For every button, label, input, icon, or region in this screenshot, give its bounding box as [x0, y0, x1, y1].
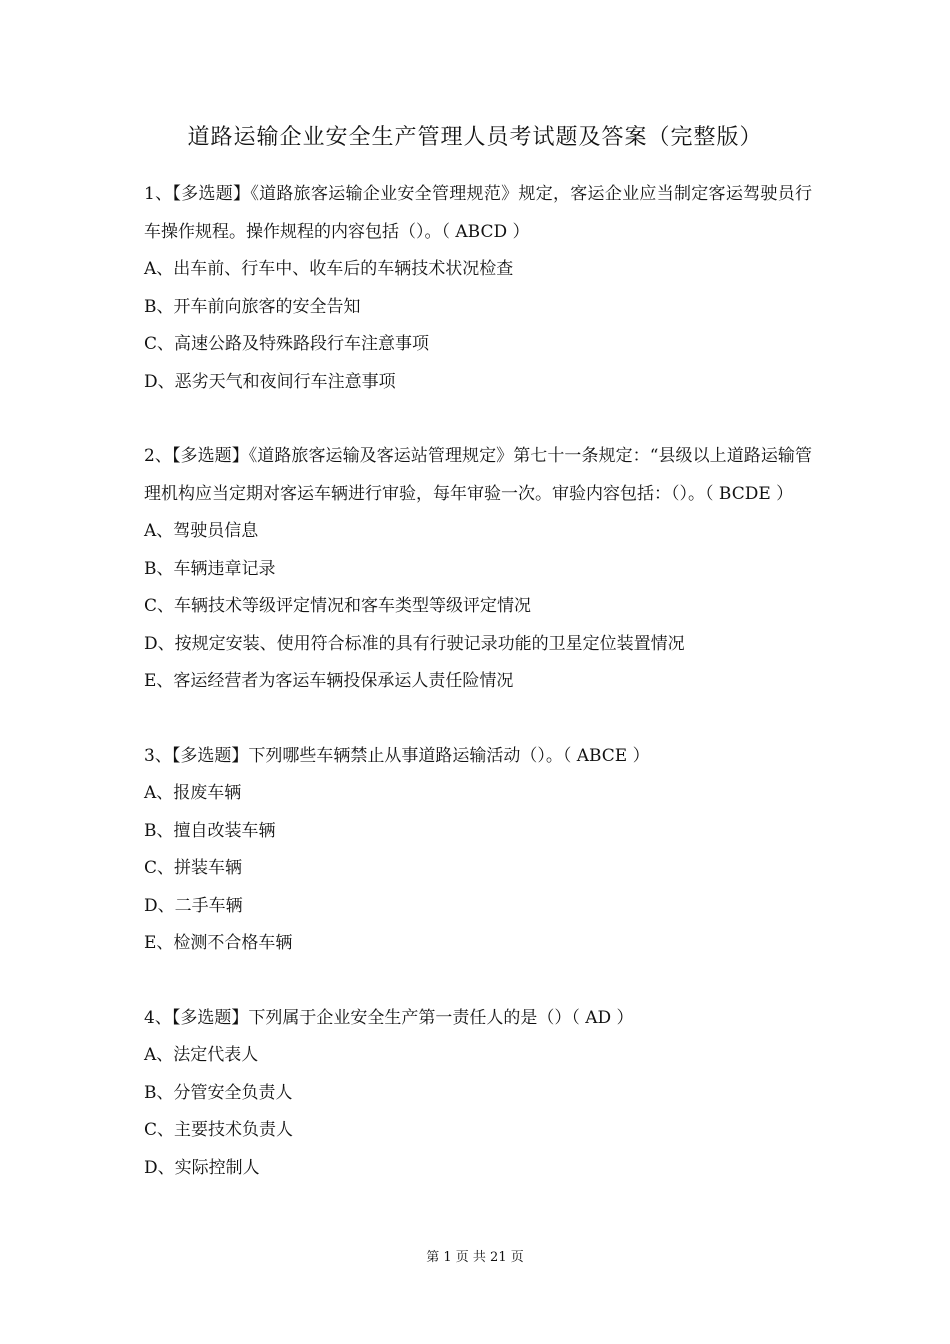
question-stem: 3、【多选题】下列哪些车辆禁止从事道路运输活动（）。（ ABCE ）: [144, 745, 650, 766]
option-a: A、法定代表人: [144, 1045, 259, 1065]
option-a: A、出车前、行车中、收车后的车辆技术状况检查: [144, 259, 514, 279]
option-b: B、分管安全负责人: [144, 1082, 293, 1103]
option-b: B、开车前向旅客的安全告知: [144, 296, 361, 317]
question-2: [144, 438, 812, 701]
option-b: B、擅自改装车辆: [144, 820, 276, 841]
option-d: D、实际控制人: [144, 1157, 260, 1178]
question-4: [144, 1000, 812, 1188]
question-1: [144, 176, 812, 401]
question-stem: 1、【多选题】《道路旅客运输企业安全管理规范》规定，客运企业应当制定客运驾驶员行车操作规程。操作规程的内容包括（）。（ ABCD ）: [144, 184, 812, 242]
option-a: A、报废车辆: [144, 783, 242, 803]
option-c: C、拼装车辆: [144, 858, 243, 878]
option-d: D、二手车辆: [144, 895, 243, 916]
option-b: B、车辆违章记录: [144, 558, 276, 579]
page-footer: 第 1 页 共 21 页: [426, 1250, 524, 1265]
option-c: C、主要技术负责人: [144, 1120, 294, 1140]
question-3: [144, 738, 812, 963]
question-stem: 4、【多选题】下列属于企业安全生产第一责任人的是（）（ AD ）: [144, 1007, 634, 1028]
option-d: D、按规定安装、使用符合标准的具有行驶记录功能的卫星定位装置情况: [144, 633, 685, 654]
document-title: 道路运输企业安全生产管理人员考试题及答案（完整版）: [187, 125, 763, 150]
option-e: E、客运经营者为客运车辆投保承运人责任险情况: [144, 671, 514, 691]
question-stem: 2、【多选题】《道路旅客运输及客运站管理规定》第七十一条规定：“县级以上道路运输管理机构应当定期对客运车辆进行审验，每年审验一次。审验内容包括：（）。（ BCDE ）: [144, 446, 812, 504]
option-c: C、高速公路及特殊路段行车注意事项: [144, 334, 430, 354]
option-e: E、检测不合格车辆: [144, 933, 293, 953]
option-a: A、驾驶员信息: [144, 521, 259, 541]
option-c: C、车辆技术等级评定情况和客车类型等级评定情况: [144, 596, 532, 616]
option-d: D、恶劣天气和夜间行车注意事项: [144, 371, 396, 392]
question-list: [144, 176, 812, 1224]
